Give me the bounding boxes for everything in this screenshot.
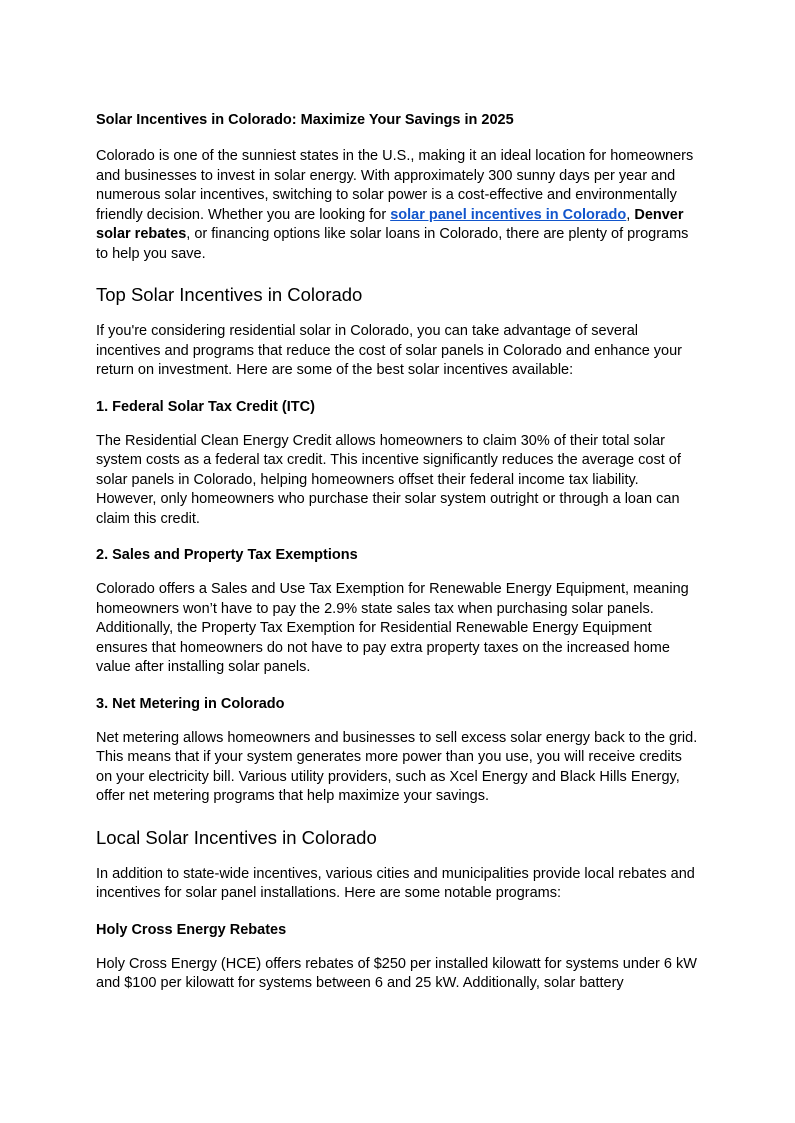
item-heading-tax-exemptions: 2. Sales and Property Tax Exemptions [96,547,358,563]
intro-comma: , [626,206,635,223]
item-body-holy-cross: Holy Cross Energy (HCE) offers rebates of $250 per installed kilowatt for systems under 6 kW and $100 per kilowatt for systems between 6 and 25 kW. Additionally, solar battery [96,955,697,991]
intro-paragraph [96,147,700,264]
item-body-net-metering: Net metering allows homeowners and businesses to sell excess solar energy back to the grid. This means that if your system generates more power than you use, you will receive credits on your electricity bill. Various utility providers, such as Xcel Energy and Black Hills Energy, offer net metering programs that help maximize your savings. [96,729,698,804]
section-heading-local-incentives: Local Solar Incentives in Colorado [96,826,377,848]
document-title: Solar Incentives in Colorado: Maximize Your Savings in 2025 [96,112,514,128]
intro-text-after: , or financing options like solar loans in Colorado, there are plenty of programs to help you save. [96,226,689,262]
item-heading-net-metering: 3. Net Metering in Colorado [96,695,285,712]
section-heading-top-incentives: Top Solar Incentives in Colorado [96,284,363,305]
item-body-federal-tax-credit: The Residential Clean Energy Credit allows homeowners to claim 30% of their total solar system costs as a federal tax credit. This incentive significantly reduces the average cost of solar panels in Colorado, helping homeowners offset their federal income tax liability. However, only homeowners who purchase their solar system outright or through a loan can claim this credit. [96,432,681,527]
denver-solar-rebates-bold: Denver solar rebates [96,206,684,242]
item-heading-federal-tax-credit: 1. Federal Solar Tax Credit (ITC) [96,398,315,415]
top-incentives-intro: If you're considering residential solar in Colorado, you can take advantage of several incentives and programs that reduce the cost of solar panels in Colorado and enhance your return on investment. Here are some of the best solar incentives available: [96,323,682,378]
document-page [96,110,700,1010]
solar-panel-incentives-link[interactable]: solar panel incentives in Colorado [390,206,627,223]
local-incentives-intro: In addition to state-wide incentives, various cities and municipalities provide local rebates and incentives for solar panel installations. Here are some notable programs: [96,865,695,901]
item-body-tax-exemptions: Colorado offers a Sales and Use Tax Exemption for Renewable Energy Equipment, meaning homeowners won’t have to pay the 2.9% state sales tax when purchasing solar panels. Additionally, the Property Tax Exemption for Residential Renewable Energy Equipment ensures that homeowners do not have to pay extra property taxes on the increased home value after installing solar panels. [96,581,689,675]
item-heading-holy-cross: Holy Cross Energy Rebates [96,921,287,938]
intro-text: Colorado is one of the sunniest states in the U.S., making it an ideal location for homeowners and businesses to invest in solar energy. With approximately 300 sunny days per year and numerous solar incentives, switching to solar power is a cost-effective and environmentally friendly decision. Whether you are looking for [96,148,694,223]
